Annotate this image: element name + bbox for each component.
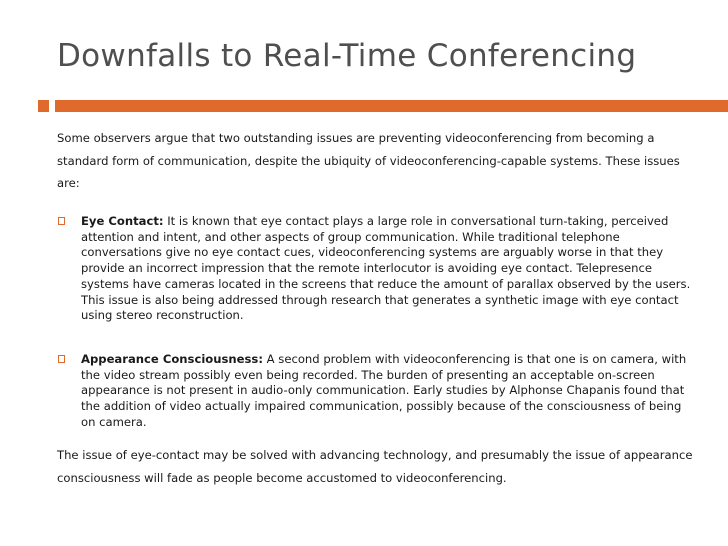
closing-paragraph: The issue of eye-contact may be solved with advancing technology, and presumably the issue of appearance consciousness will fade as people become accustomed to videoconferencing. xyxy=(57,448,693,485)
hollow-square-bullet-icon xyxy=(58,217,65,225)
title-rule-accent xyxy=(38,100,49,112)
bullet-text: A second problem with videoconferencing is that one is on camera, with the video stream possibly even being recorded. The burden of presenting an acceptable on-screen appearance is not present in audio-only communication. Early studies by Alphonse Chapanis found that the addition of video actually impaired communication, possibly because of the consciousness of being on camera. xyxy=(81,351,687,429)
title-rule xyxy=(55,100,728,112)
bullet-list xyxy=(57,214,697,430)
bullet-appearance-consciousness xyxy=(57,352,697,431)
hollow-square-bullet-icon xyxy=(58,355,65,363)
bullet-term: Eye Contact: xyxy=(81,214,164,228)
slide-title: Downfalls to Real-Time Conferencing xyxy=(57,38,637,74)
bullet-eye-contact xyxy=(57,214,697,324)
bullet-term: Appearance Consciousness: xyxy=(81,351,263,366)
intro-paragraph: Some observers argue that two outstanding issues are preventing videoconferencing from becoming a standard form of communication, despite the ubiquity of videoconferencing-capable systems. These issues are: xyxy=(57,131,680,190)
bullet-text: It is known that eye contact plays a large role in conversational turn-taking, perceived attention and intent, and other aspects of group communication. While traditional telephone conversations give no eye contact cues, videoconferencing systems are arguably worse in that they provide an incorrect impression that the remote interlocutor is avoiding eye contact. Telepresence systems have cameras located in the screens that reduce the amount of parallax observed by the users. This issue is also being addressed through research that generates a synthetic image with eye contact using stereo reconstruction. xyxy=(81,214,691,323)
